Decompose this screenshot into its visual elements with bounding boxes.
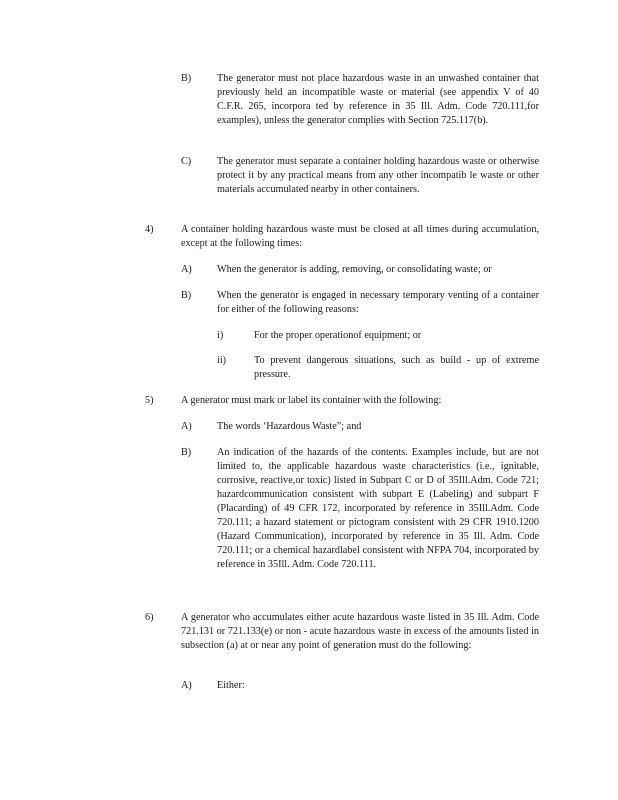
paragraph-label: B) bbox=[181, 290, 192, 301]
paragraph-text: The words ‘Hazardous Waste”; and bbox=[217, 421, 362, 432]
paragraph-label: A) bbox=[181, 680, 192, 691]
paragraph-label: ii) bbox=[217, 355, 227, 366]
paragraph-text: The generator must not place hazardous waste in an unwashed container that previously held an incompatible waste or material (see appendix V of 40 C.F.R. 265, incorpora ted by reference in 35 Ill. Adm. Code 720.111,for examples), unless the generator complies with Section 725.117(b). bbox=[217, 73, 539, 126]
paragraph-text: A container holding hazardous waste must be closed at all times during accumulation, except at the following times: bbox=[181, 224, 539, 249]
paragraph-label: B) bbox=[181, 447, 192, 458]
paragraph-label: 5) bbox=[145, 395, 154, 406]
paragraph-label: 6) bbox=[145, 612, 154, 623]
paragraph-text: For the proper operationof equipment; or bbox=[254, 330, 422, 341]
paragraph-label: B) bbox=[181, 73, 192, 84]
paragraph-text: Either: bbox=[217, 680, 245, 691]
paragraph-label: i) bbox=[217, 330, 224, 341]
paragraph-text: To prevent dangerous situations, such as build - up of extreme pressure. bbox=[254, 355, 539, 380]
paragraph-label: 4) bbox=[145, 224, 154, 235]
paragraph-text: A generator must mark or label its container with the following: bbox=[181, 395, 442, 406]
paragraph-text: An indication of the hazards of the contents. Examples include, but are not limited to, the applicable hazardous waste characteristics (i.e., ignitable, corrosive, reactive,or toxic) listed in Subpart C or D of 35Ill.Adm. Code 721; hazardcommunication consistent with subpart E (Labeling) and subpart F (Placarding) of 49 CFR 172, incorporated by reference in 35Ill.Adm. Code 720.111; a hazard statement or pictogram consistent with 29 CFR 1910.1200 (Hazard Communication), incorporated by reference in 35 Ill. Adm. Code 720.111; or a chemical hazardlabel consistent with NFPA 704, incorporated by reference in 35Ill. Adm. Code 720.111. bbox=[217, 447, 539, 570]
paragraph-text: When the generator is adding, removing, or consolidating waste; or bbox=[217, 264, 492, 275]
paragraph-label: A) bbox=[181, 264, 192, 275]
paragraph-label: A) bbox=[181, 421, 192, 432]
paragraph-label: C) bbox=[181, 156, 192, 167]
paragraph-text: A generator who accumulates either acute hazardous waste listed in 35 Ill. Adm. Code 721.131 or 721.133(e) or non - acute hazardous waste in excess of the amounts listed in subsection (a) at or near any point of generation must do the following: bbox=[181, 612, 539, 651]
paragraph-text: The generator must separate a container holding hazardous waste or otherwise protect it by any practical means from any other incompatib le waste or other materials accumulated nearby in other containers. bbox=[217, 156, 539, 195]
paragraph-text: When the generator is engaged in necessary temporary venting of a container for either of the following reasons: bbox=[217, 290, 539, 315]
